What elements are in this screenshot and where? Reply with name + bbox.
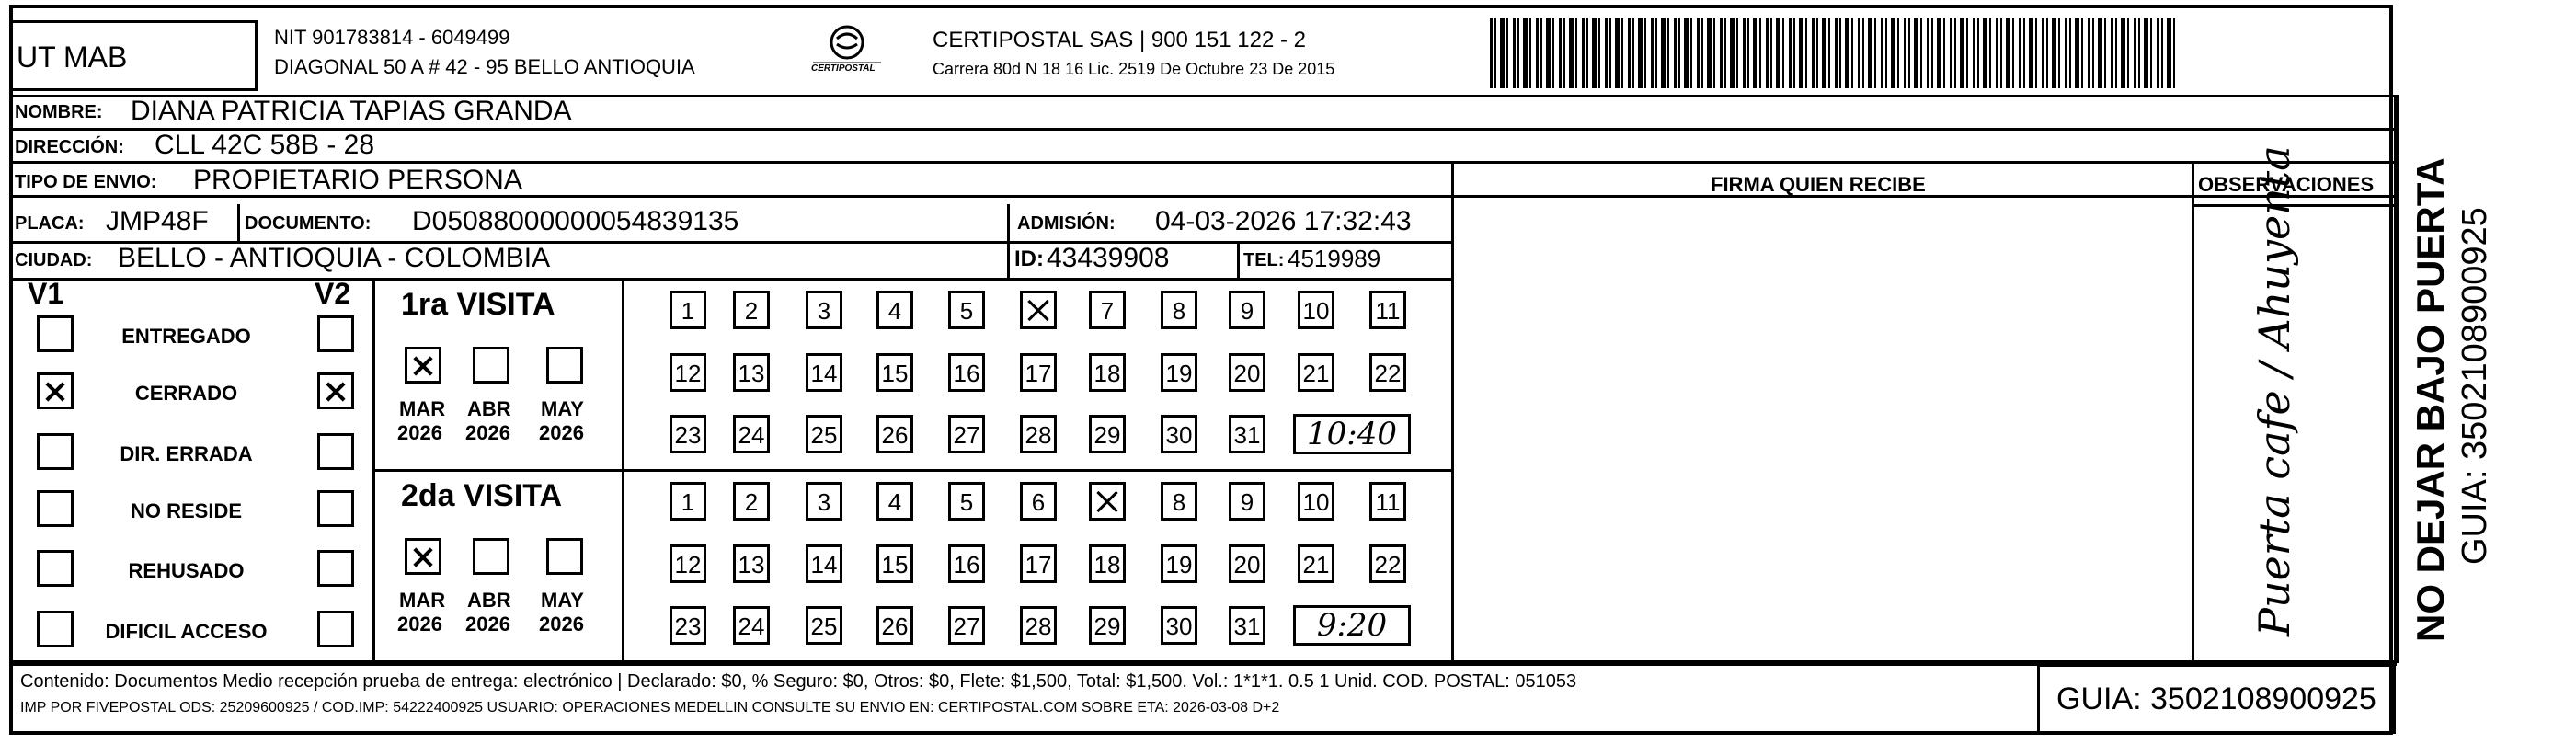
ciudad-label: CIUDAD: — [15, 250, 93, 270]
firma-separator — [1451, 161, 1454, 665]
placa-value: JMP48F — [106, 206, 209, 236]
v2-checkbox[interactable] — [317, 550, 354, 587]
day-box[interactable]: 24 — [733, 606, 770, 645]
row-line-5 — [9, 278, 1453, 281]
day-box[interactable]: 23 — [670, 415, 706, 453]
footer-line-2: IMP POR FIVEPOSTAL ODS: 25209600925 / COD.IMP: 54222400925 USUARIO: OPERACIONES MEDELLIN CONSULTE SU ENVIO EN: CERTIPOSTAL.COM SOBRE ETA: 2026-03-08 D+2 — [20, 700, 1280, 716]
day-box[interactable]: 25 — [806, 606, 842, 645]
month-name: ABR — [467, 397, 511, 420]
day-box[interactable]: 22 — [1369, 353, 1406, 392]
day-box[interactable]: 29 — [1089, 415, 1126, 453]
documento-value: D05088000000054839135 — [412, 206, 739, 236]
day-box[interactable]: 21 — [1298, 544, 1334, 583]
v2-checkbox[interactable] — [317, 611, 354, 647]
tel-separator — [1237, 241, 1240, 278]
day-box[interactable]: 3 — [806, 291, 842, 329]
month-name: MAR — [399, 397, 446, 420]
firma-label: FIRMA QUIEN RECIBE — [1711, 173, 1926, 196]
v2-checkbox[interactable] — [317, 490, 354, 527]
placa-separator — [237, 204, 240, 241]
day-box[interactable]: 19 — [1161, 544, 1197, 583]
day-box[interactable]: 7 — [1089, 291, 1126, 329]
tel-value: 4519989 — [1288, 245, 1381, 272]
admision-label: ADMISIÓN: — [1017, 213, 1116, 234]
row-line-2 — [9, 161, 2397, 164]
day-box[interactable]: 26 — [876, 415, 913, 453]
day-box[interactable]: 6 — [1020, 482, 1057, 521]
day-box[interactable]: 13 — [733, 353, 770, 392]
certipostal-logo — [806, 24, 888, 81]
footer-line-1: Contenido: Documentos Medio recepción prueba de entrega: electrónico | Declarado: $0, % Seguro: $0, Otros: $0, Flete: $1,500, Total: $1,500. Vol.: 1*1*1. 0.5 1 Unid. COD. POSTAL: 051053 — [20, 671, 1577, 692]
day-box[interactable]: 17 — [1020, 353, 1057, 392]
day-box[interactable]: 20 — [1229, 353, 1265, 392]
visit-divider — [372, 469, 1452, 472]
status-label: DIFICIL ACCESO — [105, 620, 268, 643]
day-box[interactable]: 2 — [733, 291, 770, 329]
day-box[interactable]: 28 — [1020, 606, 1057, 645]
header-address: DIAGONAL 50 A # 42 - 95 BELLO ANTIOQUIA — [274, 55, 695, 78]
day-box[interactable]: 15 — [876, 544, 913, 583]
month-checkbox[interactable] — [473, 347, 509, 384]
day-box[interactable]: 18 — [1089, 544, 1126, 583]
placa-label: PLACA: — [15, 213, 85, 234]
day-box[interactable]: 31 — [1229, 606, 1265, 645]
day-box[interactable]: 2 — [733, 482, 770, 521]
status-label: DIR. ERRADA — [120, 442, 253, 465]
side-column-border — [2394, 95, 2397, 663]
direccion-value: CLL 42C 58B - 28 — [155, 130, 375, 160]
day-box[interactable]: 1 — [670, 482, 706, 521]
month-year: 2026 — [539, 421, 584, 444]
day-box[interactable]: 30 — [1161, 415, 1197, 453]
day-box[interactable] — [1089, 482, 1126, 521]
day-box[interactable]: 3 — [806, 482, 842, 521]
documento-label: DOCUMENTO: — [245, 213, 372, 234]
visit-title: 1ra VISITA — [401, 287, 555, 322]
month-checkbox[interactable] — [405, 538, 441, 575]
day-box[interactable]: 21 — [1298, 353, 1334, 392]
day-box[interactable] — [1020, 291, 1057, 329]
day-box[interactable]: 27 — [948, 415, 985, 453]
day-box[interactable]: 16 — [948, 353, 985, 392]
observaciones-handwritten-text: Puerta cafe / Ahuyenta — [2250, 145, 2299, 636]
month-checkbox[interactable] — [405, 347, 441, 384]
month-name: ABR — [467, 589, 511, 612]
certipostal-line: CERTIPOSTAL SAS | 900 151 122 - 2 — [933, 28, 1306, 52]
v2-label: V2 — [315, 277, 351, 310]
visit-time[interactable]: 10:40 — [1293, 414, 1411, 454]
day-box[interactable]: 29 — [1089, 606, 1126, 645]
day-box[interactable]: 16 — [948, 544, 985, 583]
header-nit: NIT 901783814 - 6049499 — [274, 26, 510, 49]
day-box[interactable]: 9 — [1229, 291, 1265, 329]
day-box[interactable]: 12 — [670, 544, 706, 583]
day-box[interactable]: 20 — [1229, 544, 1265, 583]
status-label: ENTREGADO — [121, 325, 251, 348]
barcode — [1490, 18, 2175, 88]
day-box[interactable]: 14 — [806, 353, 842, 392]
month-year: 2026 — [397, 613, 442, 636]
day-box[interactable]: 18 — [1089, 353, 1126, 392]
visit-title: 2da VISITA — [401, 478, 563, 513]
status-label: NO RESIDE — [130, 499, 243, 522]
side-guia: GUIA: 3502108900925 — [2456, 207, 2494, 565]
tipo-envio-label: TIPO DE ENVIO: — [15, 172, 157, 192]
logo-text: CERTIPOSTAL — [811, 63, 876, 74]
nombre-label: NOMBRE: — [15, 102, 103, 122]
day-box[interactable]: 11 — [1369, 291, 1406, 329]
month-year: 2026 — [465, 613, 510, 636]
day-box[interactable]: 25 — [806, 415, 842, 453]
firma-area[interactable] — [1455, 198, 2189, 663]
day-box[interactable]: 17 — [1020, 544, 1057, 583]
day-box[interactable]: 8 — [1161, 291, 1197, 329]
day-box[interactable]: 9 — [1229, 482, 1265, 521]
day-box[interactable]: 12 — [670, 353, 706, 392]
side-warning: NO DEJAR BAJO PUERTA — [2409, 157, 2452, 642]
id-value: 43439908 — [1047, 243, 1170, 273]
v2-checkbox[interactable] — [317, 315, 354, 352]
day-box[interactable]: 27 — [948, 606, 985, 645]
day-box[interactable]: 24 — [733, 415, 770, 453]
day-box[interactable]: 13 — [733, 544, 770, 583]
id-label: ID: — [1014, 246, 1044, 271]
direccion-label: DIRECCIÓN: — [15, 137, 124, 157]
month-checkbox[interactable] — [546, 538, 583, 575]
day-box[interactable]: 11 — [1369, 482, 1406, 521]
day-box[interactable]: 5 — [948, 291, 985, 329]
tel-label: TEL: — [1243, 250, 1285, 270]
day-box[interactable]: 8 — [1161, 482, 1197, 521]
day-box[interactable]: 28 — [1020, 415, 1057, 453]
v2-checkbox[interactable] — [317, 433, 354, 470]
admision-value: 04-03-2026 17:32:43 — [1155, 206, 1412, 236]
month-year: 2026 — [465, 421, 510, 444]
ciudad-value: BELLO - ANTIOQUIA - COLOMBIA — [118, 243, 551, 273]
day-box[interactable]: 19 — [1161, 353, 1197, 392]
day-box[interactable]: 4 — [876, 291, 913, 329]
license-line: Carrera 80d N 18 16 Lic. 2519 De Octubre 23 De 2015 — [933, 60, 1335, 78]
day-box[interactable]: 22 — [1369, 544, 1406, 583]
day-box[interactable]: 23 — [670, 606, 706, 645]
day-box[interactable]: 15 — [876, 353, 913, 392]
month-checkbox[interactable] — [473, 538, 509, 575]
month-name: MAY — [541, 397, 584, 420]
observaciones-separator — [2192, 161, 2194, 665]
day-box[interactable]: 31 — [1229, 415, 1265, 453]
day-box[interactable]: 1 — [670, 291, 706, 329]
v1-label: V1 — [28, 277, 64, 310]
status-label: CERRADO — [134, 382, 238, 405]
day-box[interactable]: 10 — [1298, 291, 1334, 329]
day-box[interactable]: 26 — [876, 606, 913, 645]
day-box[interactable]: 14 — [806, 544, 842, 583]
day-box[interactable]: 5 — [948, 482, 985, 521]
observaciones-label: OBSERVACIONES — [2198, 173, 2375, 196]
month-checkbox[interactable] — [546, 347, 583, 384]
status-label: REHUSADO — [128, 559, 245, 582]
day-box[interactable]: 10 — [1298, 482, 1334, 521]
admision-separator — [1007, 204, 1010, 278]
tipo-envio-value: PROPIETARIO PERSONA — [193, 165, 522, 195]
month-year: 2026 — [397, 421, 442, 444]
day-box[interactable]: 30 — [1161, 606, 1197, 645]
month-name: MAY — [541, 589, 584, 612]
company-name: UT MAB — [17, 40, 128, 74]
visit-time[interactable]: 9:20 — [1293, 605, 1411, 646]
day-box[interactable]: 4 — [876, 482, 913, 521]
nombre-value: DIANA PATRICIA TAPIAS GRANDA — [131, 96, 572, 126]
month-name: MAR — [399, 589, 446, 612]
footer-guia: GUIA: 3502108900925 — [2056, 682, 2376, 716]
month-year: 2026 — [539, 613, 584, 636]
v2-checkbox[interactable] — [317, 372, 354, 409]
